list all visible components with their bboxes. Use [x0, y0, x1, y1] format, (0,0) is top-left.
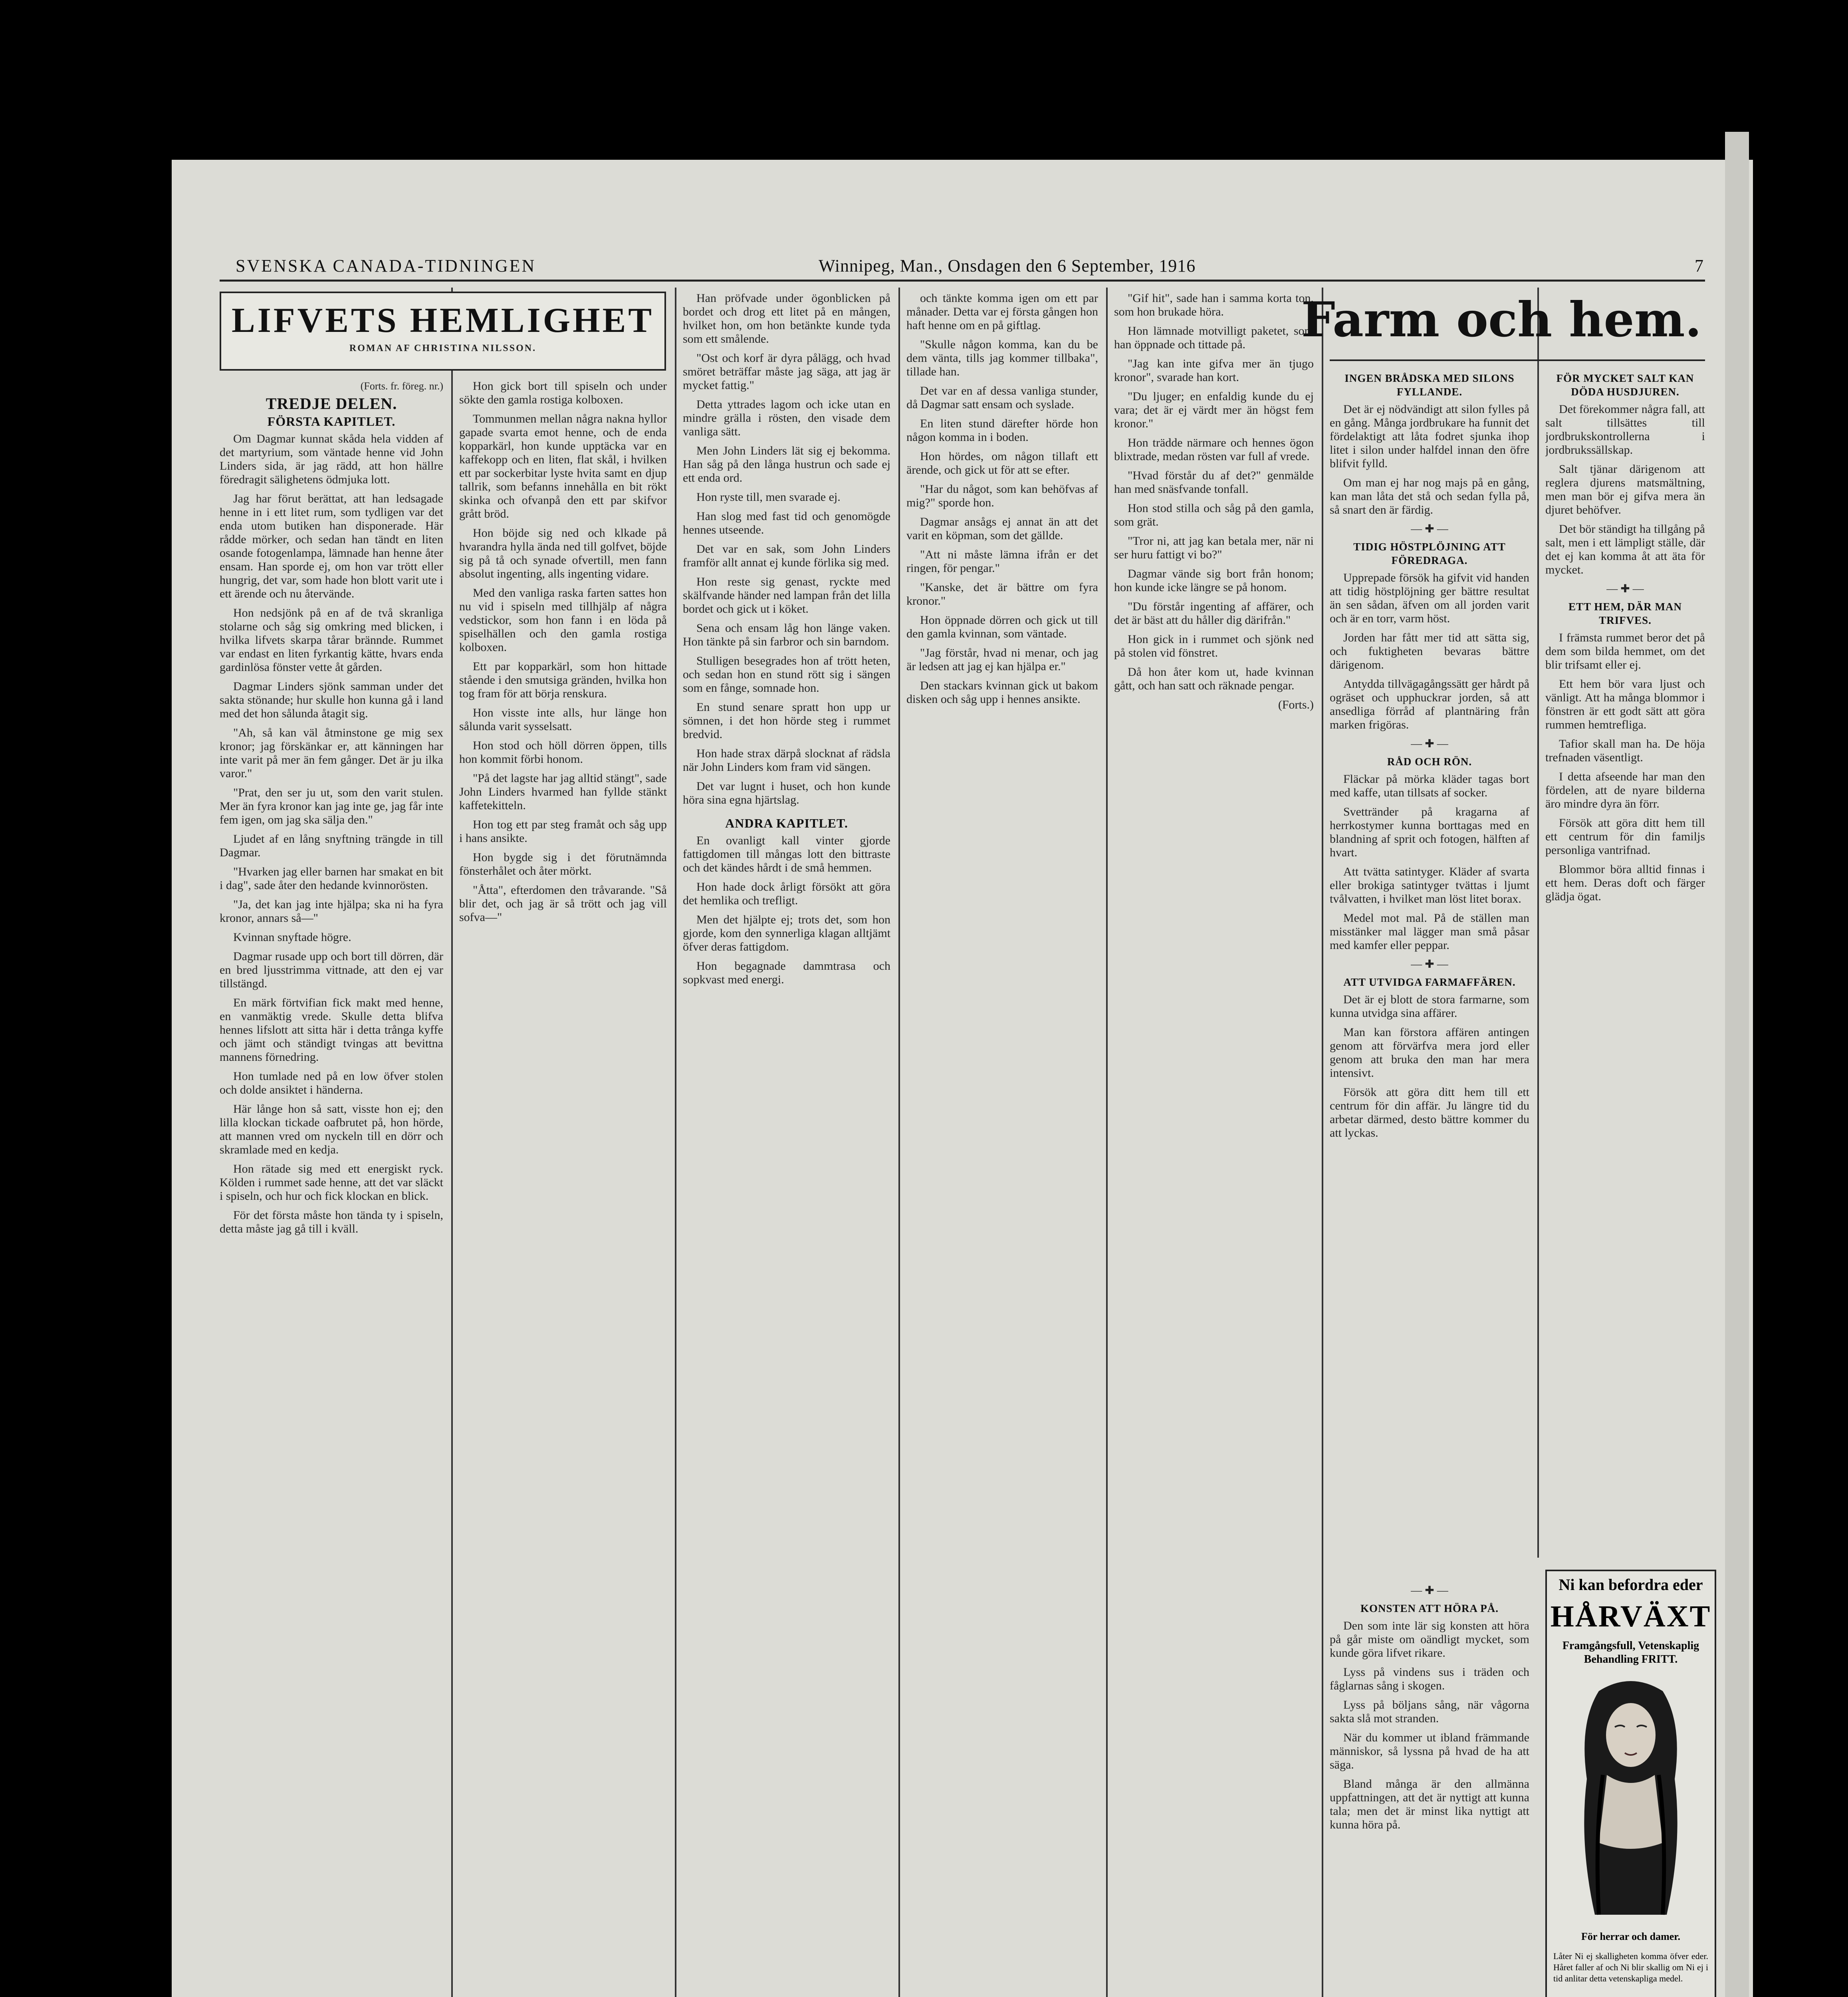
- story-paragraph: Hon tog ett par steg framåt och såg upp i hans ansikte.: [459, 818, 667, 845]
- story-paragraph: Hon böjde sig ned och klkade på hvarandra hylla ända ned till golfvet, böjde sig på tå och synade ofvertill, men fann absolut ingenting, alls ingenting vidare.: [459, 526, 667, 580]
- farm-column-1-bottom: [1330, 1582, 1529, 1997]
- farm-heading: KONSTEN ATT HÖRA PÅ.: [1360, 1602, 1499, 1614]
- story-paragraph: För det första måste hon tända ty i spiseln, detta måste jag gå till i kväll.: [220, 1209, 443, 1235]
- story-paragraph: "Gif hit", sade han i samma korta ton, som hon brukade höra.: [1114, 292, 1314, 318]
- farm-paragraph: Det förekommer några fall, att salt tillsättes till jordbrukskontrollerna i jordbrukssällskap.: [1545, 403, 1705, 457]
- story-paragraph: Hon visste inte alls, hur länge hon sålunda varit sysselsatt.: [459, 706, 667, 733]
- story-column-5: [1114, 292, 1314, 1997]
- story-paragraph: Hon lämnade motvilligt paketet, som han öppnade och tittade på.: [1114, 324, 1314, 351]
- story-paragraph: En märk förtvifian fick makt med henne, en vanmäktig vrede. Skulle detta blifva hennes lifslott att sitta här i detta trånga kyffe och jämt och ständigt tvingas att bevittna mannens förnedring.: [220, 996, 443, 1064]
- header-rule: [220, 280, 1705, 282]
- story-paragraph: Hon reste sig genast, ryckte med skälfvande händer ned lampan från det lilla bordet och gick ut i köket.: [683, 575, 890, 615]
- farm-paragraph: Medel mot mal. På de ställen man misstänker mal lägger man små påsar med kamfer eller peppar.: [1330, 911, 1529, 952]
- farm-paragraph: I främsta rummet beror det på dem som bilda hemmet, om det blir trifsamt eller ej.: [1545, 631, 1705, 671]
- story-paragraph: Hon begagnade dammtrasa och sopkvast med energi.: [683, 959, 890, 986]
- story-paragraph: Hon rätade sig med ett energiskt ryck. Kölden i rummet sade henne, att det var släckt i spiseln, och hur och fick klockan en blick.: [220, 1162, 443, 1203]
- story-paragraph: Detta yttrades lagom och icke utan en mindre grälla i rösten, den visade dem vanliga sätt.: [683, 398, 890, 438]
- farm-paragraph: Jorden har fått mer tid att sätta sig, och fuktigheten bevaras bättre därigenom.: [1330, 631, 1529, 671]
- farm-heading: ATT UTVIDGA FARMAFFÄREN.: [1343, 976, 1516, 988]
- story-paragraph: Stulligen besegrades hon af trött heten, och sedan hon en stund rött sig i sängen som en fånge, somnade hon.: [683, 654, 890, 695]
- story-paragraph: Tommunmen mellan några nakna hyllor gapade svarta emot henne, och de enda kopparkärl, hon kunde upptäcka var en kaffekopp och en liten, flat skål, i hvilken ett par sockerbitar lyste hvita samt en djup tallrik, som befanns innehålla en bit rökt skinka och ofvanpå den ett par skifvor grått bröd.: [459, 412, 667, 520]
- story-paragraph: "På det lagste har jag alltid stängt", sade John Linders hvarmed han fyllde stänkt kaffetekitteln.: [459, 772, 667, 812]
- story-paragraph: Hon stod och höll dörren öppen, tills hon kommit förbi honom.: [459, 739, 667, 766]
- farm-paragraph: Upprepade försök ha gifvit vid handen att tidig höstplöjning ger bättre resultat än sen sådan, äfven om all jorden varit och är en torr, varm höst.: [1330, 571, 1529, 625]
- story-paragraph: Hon bygde sig i det förutnämnda fönsterhålet och åter mörkt.: [459, 851, 667, 877]
- ad-headline: Ni kan befordra eder: [1559, 1576, 1703, 1594]
- continued-note: (Forts. fr. föreg. nr.): [360, 380, 443, 392]
- ad-sub: För herrar och damer.: [1581, 1931, 1680, 1942]
- story-paragraph: Om Dagmar kunnat skåda hela vidden af det martyrium, som väntade henne vid John Linders sida, är jag rädd, att hon hällre föredragit sälighetens ödmjuka lott.: [220, 432, 443, 486]
- farm-column-1: [1330, 367, 1529, 1574]
- section-divider: — ✚ —: [1411, 958, 1448, 971]
- story-paragraph: "Du förstår ingenting af affärer, och det är bäst att du håller dig därifrån.": [1114, 600, 1314, 627]
- story-paragraph: Han pröfvade under ögonblicken på bordet och drog ett litet på en mången, hvilket hon, om hon betänkte kunde tyda som ett smålende.: [683, 292, 890, 345]
- story-paragraph: Kvinnan snyftade högre.: [233, 931, 351, 944]
- story-paragraph: Hon hade strax därpå slocknat af rädsla när John Linders kom fram vid sängen.: [683, 747, 890, 774]
- chapter-heading: ANDRA KAPITLET.: [725, 816, 848, 830]
- story-paragraph: Hon stod stilla och såg på den gamla, som grät.: [1114, 502, 1314, 528]
- farm-paragraph: Försök att göra ditt hem till ett centrum för din affär. Ju längre tid du arbetar därmed, desto bättre kommer du att lyckas.: [1330, 1086, 1529, 1139]
- story-paragraph: "Ah, så kan väl åtminstone ge mig sex kronor; jag förskänkar er, att känningen har inte varit på mer än fem gånger. Det är ju ilka varor.": [220, 726, 443, 780]
- story-title-box: [220, 292, 666, 371]
- story-column-2: [459, 379, 667, 1997]
- story-column-4: [906, 292, 1098, 1997]
- farm-paragraph: Det är ej nödvändigt att silon fylles på en gång. Många jordbrukare ha funnit det fördelaktigt att låta fodret sjunka ihop litet i silon under halfdel innan den öfre blifvit fylld.: [1330, 403, 1529, 470]
- story-paragraph: "Jag förstår, hvad ni menar, och jag är ledsen att jag ej kan hjälpa er.": [906, 646, 1098, 673]
- farm-paragraph: Det bör ständigt ha tillgång på salt, men i ett lämpligt ställe, där det ej kan komma åt att äta för mycket.: [1545, 522, 1705, 576]
- story-paragraph: Det var en af dessa vanliga stunder, då Dagmar satt ensam och syslade.: [906, 384, 1098, 411]
- story-paragraph: Han slog med fast tid och genomögde hennes utseende.: [683, 510, 890, 536]
- story-paragraph: Ljudet af en lång snyftning trängde in till Dagmar.: [220, 832, 443, 859]
- story-paragraph: Men John Linders lät sig ej bekomma. Han såg på den långa hustrun och sade ej ett enda ord.: [683, 444, 890, 484]
- farm-paragraph: Fläckar på mörka kläder tagas bort med kaffe, utan tillsats af socker.: [1330, 772, 1529, 799]
- page-number: 7: [1695, 256, 1705, 276]
- paper-edge: [1725, 132, 1749, 1997]
- story-paragraph: Hon hade dock årligt försökt att göra det hemlika och trefligt.: [683, 880, 890, 907]
- column-rule: [675, 288, 676, 1997]
- story-paragraph: och tänkte komma igen om ett par månader. Detta var ej första gången hon haft henne om en på giftlag.: [906, 292, 1098, 332]
- page-header: [220, 256, 1705, 280]
- ad-tagline: [1547, 1639, 1715, 1666]
- farm-paragraph: Salt tjänar därigenom att reglera djurens matsmältning, men man bör ej gifva mera än djuret behöfver.: [1545, 463, 1705, 516]
- farm-paragraph: Svettränder på kragarna af herrkostymer kunna borttagas med en blandning af sprit och fotogen, hälften af hvart.: [1330, 805, 1529, 859]
- farm-title-rule: [1330, 359, 1705, 361]
- farm-paragraph: Att tvätta satintyger. Kläder af svarta eller brokiga satintyger tvättas i ljumt tvålvatten, i hvilket man löst litet borax.: [1330, 865, 1529, 905]
- farm-paragraph: Lyss på vindens sus i träden och fåglarnas sång i skogen.: [1330, 1665, 1529, 1692]
- farm-paragraph: I detta afseende har man den fördelen, att de nyare bilderna äro mindre dyra än förr.: [1545, 770, 1705, 810]
- column-rule: [898, 288, 900, 1997]
- story-paragraph: Dagmar ansågs ej annat än att det varit en köpman, som det gällde.: [906, 515, 1098, 542]
- farm-paragraph: När du kommer ut ibland främmande människor, så lyssna på hvad de ha att säga.: [1330, 1731, 1529, 1771]
- story-paragraph: "Åtta", efterdomen den tråvarande. "Så blir det, och jag är så trött och jag vill sofva—": [459, 883, 667, 924]
- story-paragraph: En stund senare spratt hon upp ur sömnen, i det hon hörde steg i rummet bredvid.: [683, 701, 890, 741]
- story-paragraph: Hon tumlade ned på en low öfver stolen och dolde ansiktet i händerna.: [220, 1070, 443, 1096]
- story-paragraph: "Ja, det kan jag inte hjälpa; ska ni ha fyra kronor, annars så—": [220, 898, 443, 925]
- story-paragraph: "Har du något, som kan behöfvas af mig?" sporde hon.: [906, 482, 1098, 509]
- story-title: LIFVETS HEMLIGHET: [231, 301, 654, 340]
- farm-column-2: [1545, 367, 1705, 1558]
- chapter-heading: FÖRSTA KAPITLET.: [267, 414, 396, 429]
- story-paragraph: Dagmar rusade upp och bort till dörren, där en bred ljusstrimma vittnade, att den ej var tillstängd.: [220, 950, 443, 990]
- story-paragraph: "Tror ni, att jag kan betala mer, när ni ser huru fattigt vi bo?": [1114, 534, 1314, 561]
- column-rule: [1537, 288, 1539, 1558]
- hair-growth-advertisement: [1545, 1570, 1716, 1997]
- farm-section-title: Farm och hem.: [1301, 292, 1702, 348]
- column-rule: [1106, 288, 1108, 1997]
- ad-body: Låter Ni ej skalligheten komma öfver eder. Håret faller af och Ni blir skallig om Ni ej i tid anlitar detta vetenskapliga medel.: [1553, 1951, 1708, 1983]
- farm-heading: FÖR MYCKET SALT KAN DÖDA HUSDJUREN.: [1556, 372, 1694, 398]
- continued-label: (Forts.): [1278, 698, 1314, 711]
- farm-heading: INGEN BRÅDSKA MED SILONS FYLLANDE.: [1344, 372, 1515, 398]
- farm-paragraph: Antydda tillvägagångssätt ger hårdt på ogräset och upphuckrar jorden, så att ansedliga förråd af plantnäring från marken frigöras.: [1330, 677, 1529, 731]
- story-paragraph: "Hvad förstår du af det?" genmälde han med snäsfvande tonfall.: [1114, 469, 1314, 496]
- section-divider: — ✚ —: [1606, 583, 1644, 595]
- farm-paragraph: Den som inte lär sig konsten att höra på går miste om oändligt mycket, som kunde göra lifvet rikare.: [1330, 1619, 1529, 1660]
- story-paragraph: Men det hjälpte ej; trots det, som hon gjorde, kom den synnerliga klagan alltjämt öfver deras fattigdom.: [683, 913, 890, 953]
- farm-heading: TIDIG HÖSTPLÖJNING ATT FÖREDRAGA.: [1353, 541, 1506, 566]
- section-divider: — ✚ —: [1411, 523, 1448, 535]
- story-paragraph: Hon gick in i rummet och sjönk ned på stolen vid fönstret.: [1114, 633, 1314, 659]
- farm-paragraph: Lyss på böljans sång, när vågorna sakta slå mot stranden.: [1330, 1698, 1529, 1725]
- story-paragraph: Hon ryste till, men svarade ej.: [696, 490, 841, 504]
- story-paragraph: Här långe hon så satt, visste hon ej; den lilla klockan tickade oafbrutet på, hon hörde, att mannen vred om nyckeln till en dörr och skramlade med en kedja.: [220, 1102, 443, 1156]
- story-paragraph: Sena och ensam låg hon länge vaken. Hon tänkte på sin farbror och sin barndom.: [683, 621, 890, 648]
- story-paragraph: "Hvarken jag eller barnen har smakat en bit i dag", sade åter den hedande kvinnorösten.: [220, 865, 443, 892]
- story-paragraph: Med den vanliga raska farten sattes hon nu vid i spiseln med tillhjälp af några vedstickor, som hon fann i en löda på spiselhällen och den gamla rostiga kolboxen.: [459, 586, 667, 654]
- story-paragraph: Den stackars kvinnan gick ut bakom disken och såg upp i hennes ansikte.: [906, 679, 1098, 706]
- column-rule: [451, 288, 453, 1997]
- story-column-3: [683, 292, 890, 1997]
- ad-tagline-1: Framgångsfull, Vetenskaplig: [1562, 1640, 1699, 1652]
- farm-paragraph: Tafior skall man ha. De höja trefnaden väsentligt.: [1545, 737, 1705, 764]
- farm-heading: RÅD OCH RÖN.: [1387, 756, 1472, 768]
- story-paragraph: "Du ljuger; en enfaldig kunde du ej vara; det är ej värdt mer än högst fem kronor.": [1114, 390, 1314, 430]
- section-divider: — ✚ —: [1411, 738, 1448, 750]
- story-paragraph: Det var lugnt i huset, och hon kunde höra sina egna hjärtslag.: [683, 780, 890, 806]
- story-paragraph: Ett par kopparkärl, som hon hittade stående i den smutsiga gränden, hvilka hon tog fram för att börja renskura.: [459, 660, 667, 700]
- woman-long-hair-illustration: [1555, 1675, 1707, 1923]
- story-paragraph: "Prat, den ser ju ut, som den varit stulen. Mer än fyra kronor kan jag inte ge, jag får inte fem igen, om jag ska sälja den.": [220, 786, 443, 826]
- story-subtitle: ROMAN AF CHRISTINA NILSSON.: [349, 343, 537, 353]
- publication-name: SVENSKA CANADA-TIDNINGEN: [236, 256, 536, 276]
- story-paragraph: Dagmar Linders sjönk samman under det sakta stönande; hur skulle hon kunna gå i land med det hon sålunda åtagit sig.: [220, 680, 443, 720]
- farm-paragraph: Om man ej har nog majs på en gång, kan man låta det stå och sedan fylla på, så snart den är färdig.: [1330, 476, 1529, 516]
- column-rule: [1322, 288, 1323, 1997]
- story-paragraph: Det var en sak, som John Linders framför allt annat ej kunde förlika sig med.: [683, 542, 890, 569]
- section-divider: — ✚ —: [1411, 1584, 1448, 1597]
- newspaper-page: [172, 160, 1753, 1997]
- story-paragraph: Hon nedsjönk på en af de två skranliga stolarne och såg sig omkring med blicken, i hvilka lifvets skarpa tårar brännde. Rummet var endast en liten fyrkantig kätte, hvars enda gardinlösa fönster vette åt gården.: [220, 606, 443, 674]
- ad-tagline-2: Behandling FRITT.: [1584, 1653, 1678, 1665]
- story-column-1: [220, 379, 443, 1997]
- story-paragraph: "Kanske, det är bättre om fyra kronor.": [906, 581, 1098, 607]
- farm-paragraph: Man kan förstora affären antingen genom att förvärfva mera jord eller genom att bruka den man har mera intensivt.: [1330, 1026, 1529, 1080]
- part-heading: TREDJE DELEN.: [266, 395, 397, 413]
- story-paragraph: "Ost och korf är dyra pålägg, och hvad smöret beträffar måste jag säga, att jag är mycket fattig.": [683, 351, 890, 392]
- story-paragraph: Hon öppnade dörren och gick ut till den gamla kvinnan, som väntade.: [906, 613, 1098, 640]
- story-paragraph: Dagmar vände sig bort från honom; hon kunde icke längre se på honom.: [1114, 567, 1314, 594]
- story-paragraph: Jag har förut berättat, att han ledsagade henne in i ett litet rum, som tydligen var det enda utom butiken han disponerade. Här rådde mörker, och sedan han tändt en liten osande fotogenlampa, lämnade han henne åter ensam. Han sporde ej, om hon var trött eller hungrig, det var, som hade hon blott varit ute i ett ärende och nu återvände.: [220, 492, 443, 600]
- ad-product: HÅRVÄXT: [1550, 1600, 1711, 1633]
- story-paragraph: Hon trädde närmare och hennes ögon blixtrade, medan rösten var full af vrede.: [1114, 436, 1314, 463]
- story-paragraph: "Skulle någon komma, kan du be dem vänta, tills jag kommer tillbaka", tillade han.: [906, 338, 1098, 378]
- farm-paragraph: Ett hem bör vara ljust och vänligt. Att ha många blommor i fönstren är ett godt sätt att göra rummen hemtrefliga.: [1545, 677, 1705, 731]
- story-paragraph: En liten stund därefter hörde hon någon komma in i boden.: [906, 417, 1098, 444]
- story-paragraph: En ovanligt kall vinter gjorde fattigdomen till mångas lott den bittraste och det kändes hårdt i de små hemmen.: [683, 834, 890, 874]
- story-paragraph: "Jag kan inte gifva mer än tjugo kronor", svarade han kort.: [1114, 357, 1314, 384]
- story-paragraph: "Att ni måste lämna ifrån er det ringen, för pengar.": [906, 548, 1098, 575]
- farm-paragraph: Det är ej blott de stora farmarne, som kunna utvidga sina affärer.: [1330, 993, 1529, 1020]
- story-paragraph: Hon hördes, om någon tillaft ett ärende, och gick ut för att se efter.: [906, 450, 1098, 476]
- story-paragraph: Hon gick bort till spiseln och under sökte den gamla rostiga kolboxen.: [459, 379, 667, 406]
- story-paragraph: Då hon åter kom ut, hade kvinnan gått, och han satt och räknade pengar.: [1114, 665, 1314, 692]
- farm-paragraph: Försök att göra ditt hem till ett centrum för din familjs personliga vantrifnad.: [1545, 816, 1705, 857]
- farm-heading: ETT HEM, DÄR MAN TRIFVES.: [1568, 601, 1682, 626]
- farm-paragraph: Blommor böra alltid finnas i ett hem. Deras doft och färger glädja ögat.: [1545, 863, 1705, 903]
- farm-paragraph: Bland många är den allmänna uppfattningen, att det är nyttigt att kunna tala; men det är minst lika nyttigt att kunna höra på.: [1330, 1777, 1529, 1831]
- dateline: Winnipeg, Man., Onsdagen den 6 September, 1916: [819, 256, 1196, 276]
